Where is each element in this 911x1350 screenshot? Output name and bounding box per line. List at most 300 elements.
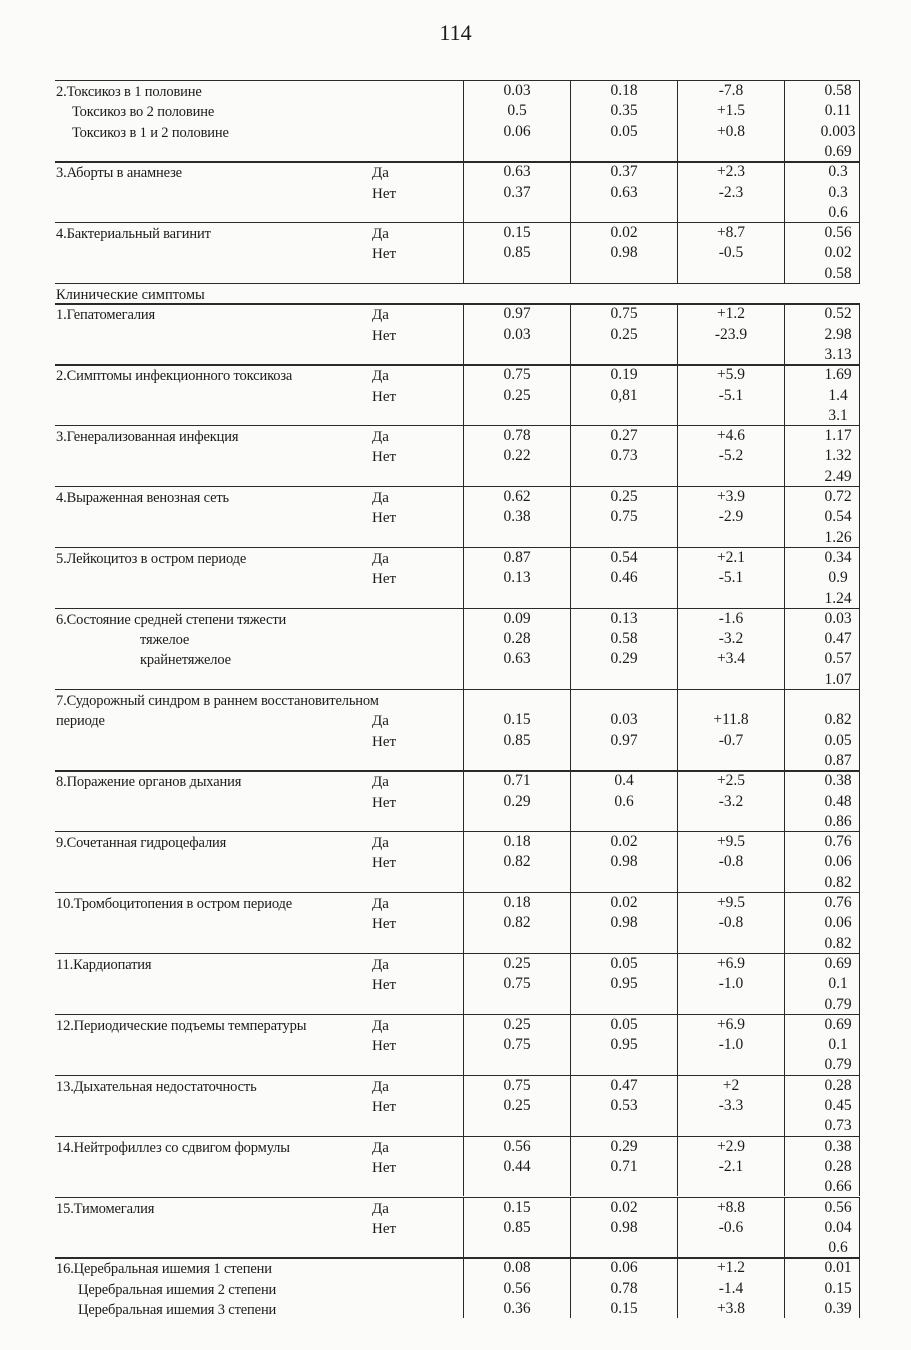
value-cell: 0.13 xyxy=(503,569,531,587)
column-separator xyxy=(859,1197,860,1258)
column-separator xyxy=(859,364,860,425)
value-cell: -0.8 xyxy=(718,914,744,932)
value-cell: 0.04 xyxy=(824,1218,852,1236)
column-separator xyxy=(463,222,464,283)
value-cell: 0.63 xyxy=(503,163,531,181)
value-cell: 0.13 xyxy=(610,609,638,627)
column-separator xyxy=(463,547,464,608)
column-separator xyxy=(859,161,860,222)
column-separator xyxy=(677,1014,678,1075)
value-cell: +6.9 xyxy=(716,954,746,972)
value-cell: 1.32 xyxy=(824,447,852,465)
value-cell: 0.11 xyxy=(824,102,852,120)
value-cell: 0.45 xyxy=(824,1097,852,1114)
value-cell: 0.27 xyxy=(610,427,638,445)
value-cell: +0.8 xyxy=(716,122,746,140)
value-cell: 0.05 xyxy=(610,122,638,140)
value-cell: 0.003 xyxy=(820,122,856,140)
column-separator xyxy=(784,608,785,689)
value-cell: +3.4 xyxy=(716,650,746,668)
value-cell: +5.9 xyxy=(716,366,746,384)
column-separator xyxy=(859,770,860,831)
column-separator xyxy=(784,80,785,161)
value-cell: 0.28 xyxy=(503,630,531,648)
column-separator xyxy=(859,608,860,689)
row-label: 5.Лейкоцитоз в остром периоде xyxy=(56,550,247,567)
column-separator xyxy=(859,222,860,283)
value-cell: 0.5 xyxy=(507,102,527,120)
column-separator xyxy=(784,303,785,364)
value-cell: 0.05 xyxy=(610,954,638,972)
column-separator xyxy=(784,770,785,831)
value-cell: 0.52 xyxy=(824,305,852,323)
value-cell: -0.5 xyxy=(718,244,744,262)
column-separator xyxy=(859,547,860,608)
value-cell: 0.36 xyxy=(503,1300,531,1317)
column-separator xyxy=(463,608,464,689)
total-cell: 0.6 xyxy=(828,1239,848,1257)
column-separator xyxy=(677,425,678,486)
column-separator xyxy=(677,1075,678,1136)
row-option: Нет xyxy=(372,1220,397,1237)
total-cell: 0.73 xyxy=(824,1117,852,1135)
value-cell: 0.3 xyxy=(828,163,848,181)
value-cell: 0.76 xyxy=(824,833,852,851)
value-cell: 0.02 xyxy=(610,894,638,911)
value-cell: 0.06 xyxy=(824,914,852,932)
column-separator xyxy=(463,161,464,222)
column-separator xyxy=(570,80,571,161)
row-label: 11.Кардиопатия xyxy=(56,956,152,973)
total-cell: 0.82 xyxy=(824,934,852,952)
column-separator xyxy=(677,689,678,770)
row-label: 10.Тромбоцитопения в остром периоде xyxy=(56,896,293,912)
value-cell: 0.6 xyxy=(614,792,634,810)
value-cell: 0.03 xyxy=(503,82,531,99)
column-separator xyxy=(784,953,785,1014)
value-cell: -7.8 xyxy=(718,82,744,99)
value-cell: 0.76 xyxy=(824,894,852,911)
total-cell: 3.13 xyxy=(824,345,852,363)
value-cell: 1.69 xyxy=(824,366,852,384)
row-option: Нет xyxy=(372,246,397,263)
value-cell: 0.06 xyxy=(503,122,531,140)
value-cell: +6.9 xyxy=(716,1015,746,1033)
value-cell: -2.3 xyxy=(718,183,744,201)
column-separator xyxy=(784,364,785,425)
row-option: Да xyxy=(372,956,389,973)
column-separator xyxy=(463,1136,464,1197)
value-cell: 0.38 xyxy=(503,508,531,526)
column-separator xyxy=(463,770,464,831)
row-label: 9.Сочетанная гидроцефалия xyxy=(56,835,227,852)
value-cell: +2.3 xyxy=(716,163,746,181)
row-option: Нет xyxy=(372,733,397,750)
value-cell: -1.0 xyxy=(718,975,744,993)
column-separator xyxy=(859,953,860,1014)
row-option: Да xyxy=(372,307,389,324)
row-label: 6.Состояние средней степени тяжести xyxy=(56,611,287,628)
value-cell: 0.06 xyxy=(610,1259,638,1277)
value-cell: 1.17 xyxy=(824,427,852,445)
row-option: Да xyxy=(372,1017,389,1034)
column-separator xyxy=(463,1197,464,1258)
column-separator xyxy=(570,689,571,770)
column-separator xyxy=(677,547,678,608)
value-cell: 0.9 xyxy=(828,569,848,587)
column-separator xyxy=(570,831,571,892)
row-label: Церебральная ишемия 2 степени xyxy=(78,1281,277,1298)
row-option: Нет xyxy=(372,977,397,994)
column-separator xyxy=(463,892,464,953)
value-cell: 0.25 xyxy=(503,386,531,404)
row-label: 7.Судорожный синдром в раннем восстановительном xyxy=(56,693,379,709)
value-cell: 0.35 xyxy=(610,102,638,120)
row-option: Нет xyxy=(372,794,397,811)
value-cell: 0.15 xyxy=(503,224,531,242)
column-separator xyxy=(570,303,571,364)
value-cell: -5.1 xyxy=(718,386,744,404)
value-cell: 0.46 xyxy=(610,569,638,587)
total-cell: 3.1 xyxy=(828,406,848,424)
value-cell: -3.2 xyxy=(718,630,744,648)
column-separator xyxy=(784,892,785,953)
row-option: Да xyxy=(372,1139,389,1156)
value-cell: 0.25 xyxy=(610,488,638,505)
column-separator xyxy=(677,608,678,689)
value-cell: 0.87 xyxy=(503,548,531,566)
column-separator xyxy=(463,1014,464,1075)
row-option: Нет xyxy=(372,510,397,527)
column-separator xyxy=(570,892,571,953)
value-cell: -3.3 xyxy=(718,1097,744,1114)
value-cell: 0.4 xyxy=(614,772,634,790)
value-cell: +8.7 xyxy=(716,224,746,242)
row-label: 3.Аборты в анамнезе xyxy=(56,165,182,182)
value-cell: 0.95 xyxy=(610,975,638,993)
value-cell: 0.56 xyxy=(824,224,852,242)
column-separator xyxy=(677,222,678,283)
value-cell: 0,81 xyxy=(610,386,638,404)
column-separator xyxy=(570,1136,571,1197)
row-label: 16.Церебральная ишемия 1 степени xyxy=(56,1261,272,1278)
value-cell: -5.2 xyxy=(718,447,744,465)
value-cell: 0.75 xyxy=(610,305,638,323)
column-separator xyxy=(463,425,464,486)
value-cell: 0.18 xyxy=(503,833,531,851)
column-separator xyxy=(784,222,785,283)
value-cell: +3.8 xyxy=(716,1300,746,1317)
value-cell: 0.18 xyxy=(503,894,531,911)
row-option: Да xyxy=(372,835,389,852)
value-cell: 0.75 xyxy=(503,975,531,993)
column-separator xyxy=(859,1257,860,1318)
value-cell: +2 xyxy=(722,1076,740,1094)
value-cell: +1.2 xyxy=(716,1259,746,1277)
value-cell: +9.5 xyxy=(716,833,746,851)
column-separator xyxy=(677,303,678,364)
value-cell: 0.25 xyxy=(610,325,638,343)
column-separator xyxy=(570,770,571,831)
value-cell: 0.78 xyxy=(610,1279,638,1297)
value-cell: -0.8 xyxy=(718,853,744,871)
column-separator xyxy=(463,80,464,161)
column-separator xyxy=(570,1197,571,1258)
total-cell: 1.07 xyxy=(824,670,852,688)
row-label: 14.Нейтрофиллез со сдвигом формулы xyxy=(56,1139,290,1156)
value-cell: 0.39 xyxy=(824,1300,852,1317)
value-cell: -5.1 xyxy=(718,569,744,587)
value-cell: 0.47 xyxy=(610,1076,638,1094)
column-separator xyxy=(784,689,785,770)
value-cell: 0.69 xyxy=(824,954,852,972)
column-separator xyxy=(677,953,678,1014)
value-cell: 0.58 xyxy=(610,630,638,648)
column-separator xyxy=(570,953,571,1014)
value-cell: 0.82 xyxy=(503,853,531,871)
total-cell: 2.49 xyxy=(824,467,852,485)
value-cell: 0.78 xyxy=(503,427,531,445)
value-cell: 0.75 xyxy=(503,1076,531,1094)
value-cell: 0.38 xyxy=(824,772,852,790)
page-number: 114 xyxy=(439,20,472,45)
value-cell: 0.56 xyxy=(824,1198,852,1216)
value-cell: 0.02 xyxy=(610,833,638,851)
column-separator xyxy=(859,1136,860,1197)
value-cell: 1.4 xyxy=(828,386,848,404)
row-option: Да xyxy=(372,1078,389,1095)
value-cell: 0.54 xyxy=(610,548,638,566)
column-separator xyxy=(859,689,860,770)
value-cell: 0.3 xyxy=(828,183,848,201)
column-separator xyxy=(463,1257,464,1318)
value-cell: 0.85 xyxy=(503,731,531,749)
column-separator xyxy=(859,486,860,547)
column-separator xyxy=(570,425,571,486)
column-separator xyxy=(677,831,678,892)
value-cell: 0.47 xyxy=(824,630,852,648)
column-separator xyxy=(677,770,678,831)
row-option: Нет xyxy=(372,1038,397,1055)
column-separator xyxy=(463,486,464,547)
value-cell: 0.29 xyxy=(610,650,638,668)
value-cell: 0.75 xyxy=(503,366,531,384)
row-label: тяжелое xyxy=(140,632,190,649)
value-cell: 0.85 xyxy=(503,244,531,262)
total-cell: 0.58 xyxy=(824,264,852,282)
value-cell: 0.98 xyxy=(610,1218,638,1236)
value-cell: 0.18 xyxy=(610,82,638,99)
value-cell: 0.73 xyxy=(610,447,638,465)
total-cell: 0.69 xyxy=(824,142,852,160)
column-separator xyxy=(463,953,464,1014)
value-cell: 0.1 xyxy=(828,975,848,993)
value-cell: 0.75 xyxy=(503,1036,531,1054)
value-cell: 0.56 xyxy=(503,1279,531,1297)
row-option: Да xyxy=(372,774,389,791)
value-cell: -1.4 xyxy=(718,1279,744,1297)
column-separator xyxy=(677,486,678,547)
value-cell: 0.09 xyxy=(503,609,531,627)
column-separator xyxy=(570,1075,571,1136)
row-option: Нет xyxy=(372,185,397,202)
row-option: Нет xyxy=(372,388,397,405)
total-cell: 0.79 xyxy=(824,1056,852,1074)
value-cell: 0.82 xyxy=(503,914,531,932)
row-label: 4.Бактериальный вагинит xyxy=(56,226,211,243)
value-cell: 2.98 xyxy=(824,325,852,343)
column-separator xyxy=(570,1257,571,1318)
total-cell: 1.26 xyxy=(824,528,852,546)
value-cell: 0.06 xyxy=(824,853,852,871)
row-option: Да xyxy=(372,165,389,182)
column-separator xyxy=(570,608,571,689)
value-cell: 0.25 xyxy=(503,1015,531,1033)
value-cell: +2.1 xyxy=(716,548,746,566)
total-cell: 0.86 xyxy=(824,812,852,830)
column-separator xyxy=(463,689,464,770)
total-cell: 1.24 xyxy=(824,589,852,607)
value-cell: 0.62 xyxy=(503,488,531,505)
value-cell: 0.48 xyxy=(824,792,852,810)
column-separator xyxy=(859,1014,860,1075)
row-option: Нет xyxy=(372,1099,397,1115)
value-cell: +11.8 xyxy=(713,711,749,729)
value-cell: 0.71 xyxy=(503,772,531,790)
value-cell: 0.58 xyxy=(824,82,852,99)
value-cell: 0.05 xyxy=(610,1015,638,1033)
column-separator xyxy=(784,1075,785,1136)
column-separator xyxy=(784,161,785,222)
row-label: 12.Периодические подъемы температуры xyxy=(56,1017,307,1034)
row-label: 3.Генерализованная инфекция xyxy=(56,429,239,446)
row-label: 2.Токсикоз в 1 половине xyxy=(56,84,202,100)
column-separator xyxy=(570,364,571,425)
value-cell: 0.54 xyxy=(824,508,852,526)
value-cell: 0.29 xyxy=(503,792,531,810)
row-label: Церебральная ишемия 3 степени xyxy=(78,1302,277,1318)
value-cell: 0.57 xyxy=(824,650,852,668)
total-cell: 0.82 xyxy=(824,873,852,891)
row-option: Да xyxy=(372,226,389,243)
value-cell: 0.01 xyxy=(824,1259,852,1277)
value-cell: -1.0 xyxy=(718,1036,744,1054)
value-cell: 0.15 xyxy=(824,1279,852,1297)
row-label: Токсикоз во 2 половине xyxy=(72,104,215,121)
value-cell: 0.56 xyxy=(503,1137,531,1155)
column-separator xyxy=(677,1197,678,1258)
column-separator xyxy=(859,80,860,161)
column-separator xyxy=(677,1136,678,1197)
value-cell: 0.28 xyxy=(824,1157,852,1175)
column-separator xyxy=(677,1257,678,1318)
row-option: Нет xyxy=(372,327,397,344)
column-separator xyxy=(570,1014,571,1075)
row-option: Да xyxy=(372,429,389,446)
value-cell: 0.71 xyxy=(610,1157,638,1175)
row-option: Да xyxy=(372,1200,389,1217)
column-separator xyxy=(784,831,785,892)
value-cell: 0.02 xyxy=(824,244,852,262)
value-cell: 0.98 xyxy=(610,244,638,262)
value-cell: 0.82 xyxy=(824,711,852,729)
value-cell: 0.75 xyxy=(610,508,638,526)
value-cell: 0.97 xyxy=(610,731,638,749)
value-cell: -1.6 xyxy=(718,609,744,627)
row-label: 4.Выраженная венозная сеть xyxy=(56,490,230,506)
value-cell: 0.02 xyxy=(610,224,638,242)
value-cell: 0.03 xyxy=(824,609,852,627)
value-cell: 0.98 xyxy=(610,914,638,932)
row-option: Да xyxy=(372,896,389,912)
column-separator xyxy=(859,1075,860,1136)
row-label: Токсикоз в 1 и 2 половине xyxy=(72,124,229,141)
value-cell: 0.15 xyxy=(503,711,531,729)
value-cell: 0.03 xyxy=(610,711,638,729)
column-separator xyxy=(859,892,860,953)
value-cell: 0.97 xyxy=(503,305,531,323)
row-label: 1.Гепатомегалия xyxy=(56,307,156,324)
column-separator xyxy=(677,364,678,425)
value-cell: -0.7 xyxy=(718,731,744,749)
column-separator xyxy=(570,486,571,547)
column-separator xyxy=(784,1197,785,1258)
total-cell: 0.79 xyxy=(824,995,852,1013)
row-option: Да xyxy=(372,490,389,506)
total-cell: 0.66 xyxy=(824,1178,852,1196)
value-cell: +1.2 xyxy=(716,305,746,323)
row-label: 2.Симптомы инфекционного токсикоза xyxy=(56,368,293,385)
row-option: Да xyxy=(372,368,389,385)
value-cell: +8.8 xyxy=(716,1198,746,1216)
value-cell: 0.1 xyxy=(828,1036,848,1054)
column-separator xyxy=(784,425,785,486)
value-cell: 0.63 xyxy=(610,183,638,201)
value-cell: 0.25 xyxy=(503,954,531,972)
value-cell: 0.34 xyxy=(824,548,852,566)
value-cell: -0.6 xyxy=(718,1218,744,1236)
row-label: 8.Поражение органов дыхания xyxy=(56,774,242,791)
value-cell: 0.63 xyxy=(503,650,531,668)
value-cell: -23.9 xyxy=(714,325,748,343)
column-separator xyxy=(784,547,785,608)
row-option: Нет xyxy=(372,855,397,872)
row-label: 15.Тимомегалия xyxy=(56,1200,155,1217)
column-separator xyxy=(463,303,464,364)
row-option: Да xyxy=(372,713,389,730)
column-separator xyxy=(859,831,860,892)
value-cell: +4.6 xyxy=(716,427,746,445)
row-option: Нет xyxy=(372,449,397,466)
value-cell: 0.37 xyxy=(503,183,531,201)
column-separator xyxy=(463,1075,464,1136)
column-separator xyxy=(859,425,860,486)
value-cell: 0.38 xyxy=(824,1137,852,1155)
value-cell: 0.19 xyxy=(610,366,638,384)
value-cell: 0.15 xyxy=(503,1198,531,1216)
value-cell: 0.05 xyxy=(824,731,852,749)
column-separator xyxy=(784,1257,785,1318)
column-separator xyxy=(784,1014,785,1075)
value-cell: +9.5 xyxy=(716,894,746,911)
column-separator xyxy=(570,547,571,608)
value-cell: 0.03 xyxy=(503,325,531,343)
value-cell: 0.02 xyxy=(610,1198,638,1216)
value-cell: 0.53 xyxy=(610,1097,638,1114)
column-separator xyxy=(463,364,464,425)
value-cell: 0.98 xyxy=(610,853,638,871)
value-cell: 0.37 xyxy=(610,163,638,181)
